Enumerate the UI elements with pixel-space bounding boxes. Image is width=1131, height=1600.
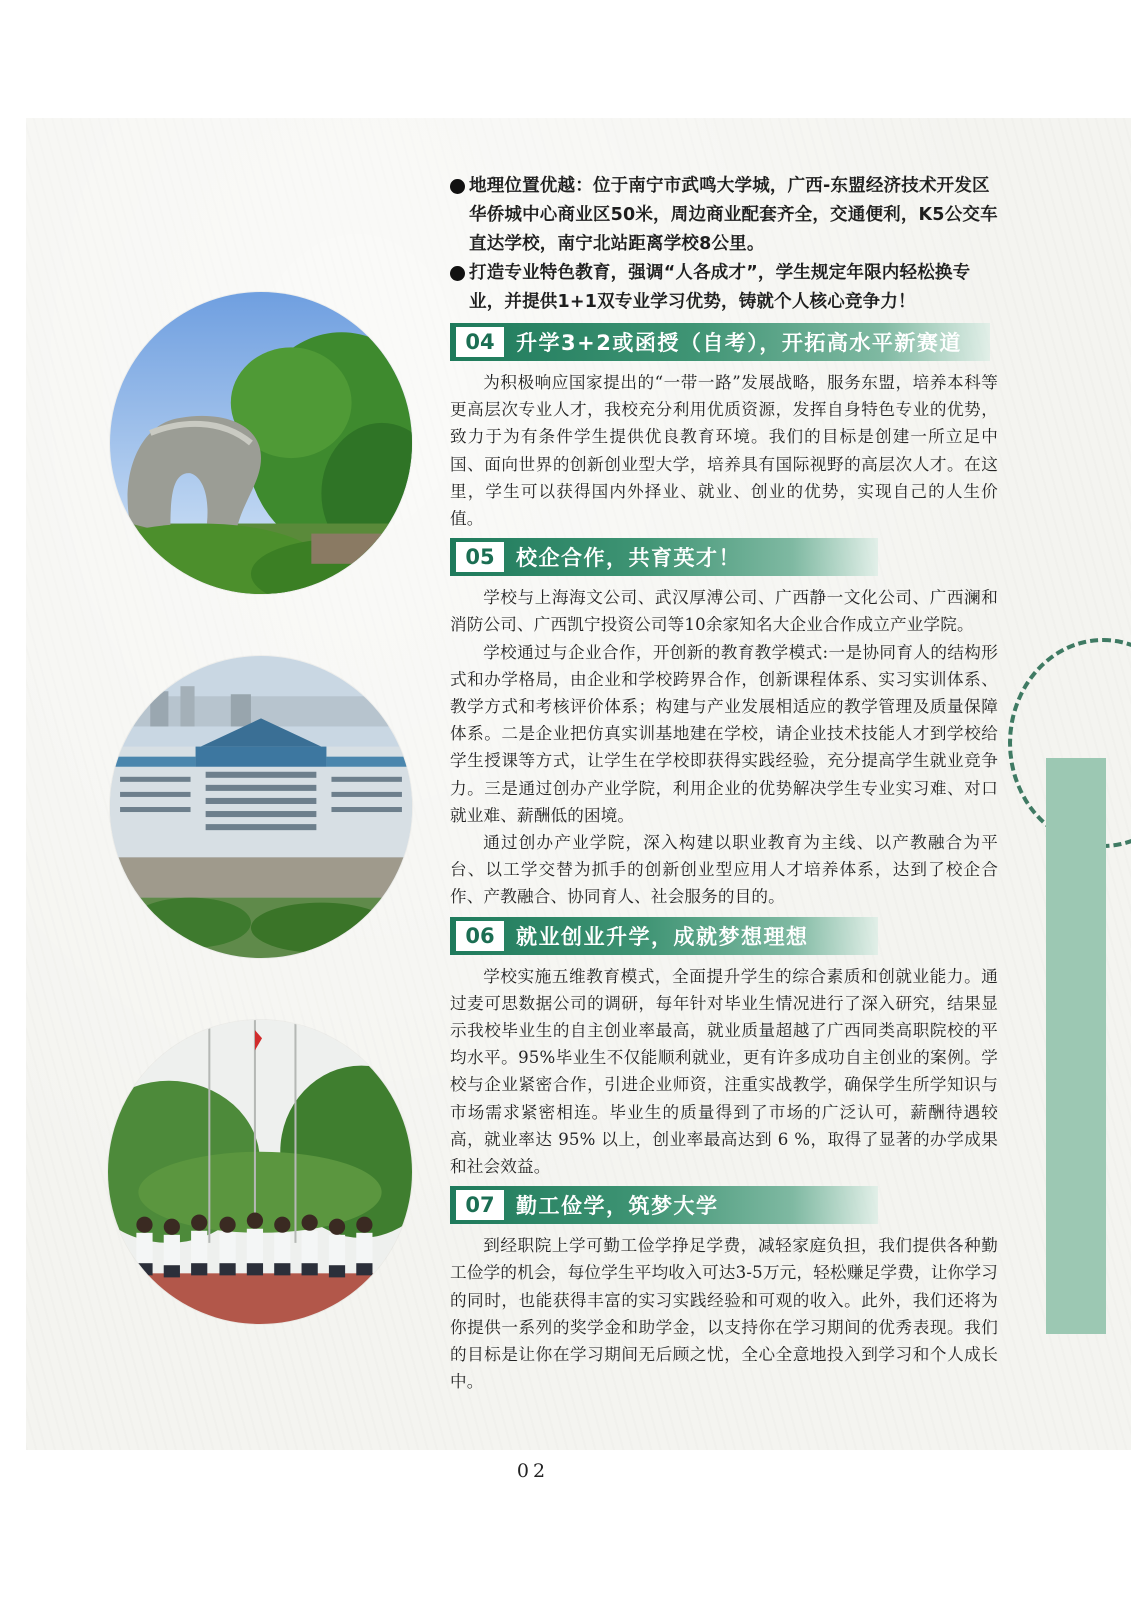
section-05-heading	[450, 538, 998, 576]
section-number: 06	[456, 921, 504, 951]
bullet-dot-icon	[450, 266, 465, 281]
section-title: 就业创业升学，成就梦想理想	[516, 924, 809, 949]
section-05-paragraph: 学校通过与企业合作，开创新的教育教学模式:一是协同育人的结构形式和办学格局，由企业和学校跨界合作，创新课程体系、实习实训体系、教学方式和考核评价体系；构建与产业发展相适应的教学管理及质量保障体系。二是企业把仿真实训基地建在学校，请企业技术技能人才到学校给学生授课等方式，让学生在学校即获得实践经验，充分提高学生就业竞争力。三是通过创办产业学院，利用企业的优势解决学生专业实习难、对口就业难、薪酬低的困境。	[450, 642, 998, 825]
bullet-location	[450, 172, 998, 259]
bullet-major-education	[450, 259, 998, 317]
section-06-paragraph: 学校实施五维教育模式，全面提升学生的综合素质和创就业能力。通过麦可思数据公司的调研，每年针对毕业生情况进行了深入研究，结果显示我校毕业生的自主创业率最高，就业质量超越了广西同类高职院校的平均水平。95%毕业生不仅能顺利就业，更有许多成功自主创业的案例。学校与企业紧密合作，引进企业师资，注重实战教学，确保学生所学知识与市场需求紧密相连。毕业生的质量得到了市场的广泛认可，薪酬待遇较高，就业率达 95% 以上，创业率最高达到 6 %，取得了显著的办学成果和社会效益。	[450, 966, 998, 1177]
section-05-paragraph: 学校与上海海文公司、武汉厚溥公司、广西静一文化公司、广西澜和消防公司、广西凯宁投资公司等10余家知名大企业合作成立产业学院。	[450, 588, 998, 635]
students-flagpole-photo	[108, 1020, 412, 1324]
section-07-heading	[450, 1186, 998, 1224]
section-number: 07	[456, 1190, 504, 1220]
section-title: 勤工俭学，筑梦大学	[516, 1194, 719, 1219]
bullet-dot-icon	[450, 179, 465, 194]
section-06-heading	[450, 917, 998, 955]
section-04-paragraph: 为积极响应国家提出的“一带一路”发展战略，服务东盟，培养本科等更高层次专业人才，我校充分利用优质资源，发挥自身特色专业的优势，致力于为有条件学生提供优良教育环境。我们的目标是创建一所立足中国、面向世界的创新创业型大学，培养具有国际视野的高层次人才。在这里，学生可以获得国内外择业、就业、创业的优势，实现自己的人生价值。	[450, 373, 998, 529]
section-number: 04	[456, 327, 504, 357]
section-07-paragraph: 到经职院上学可勤工俭学挣足学费，减轻家庭负担，我们提供各种勤工俭学的机会，每位学生平均收入可达3-5万元，轻松赚足学费，让你学习的同时，也能获得丰富的实习实践经验和可观的收入。此外，我们还将为你提供一系列的奖学金和助学金，以支持你在学习期间的优秀表现。我们的目标是让你在学习期间无后顾之忧，全心全意地投入到学习和个人成长中。	[450, 1236, 998, 1392]
section-04-heading	[450, 323, 998, 361]
section-number: 05	[456, 542, 504, 572]
green-side-strip	[1046, 758, 1106, 1334]
campus-rock-garden-photo	[110, 292, 412, 594]
section-05-paragraph: 通过创办产业学院，深入构建以职业教育为主线、以产教融合为平台、以工学交替为抓手的创新创业型应用人才培养体系，达到了校企合作、产教融合、协同育人、社会服务的目的。	[450, 833, 998, 907]
campus-main-building-photo	[110, 656, 412, 958]
bullet-text: 打造专业特色教育，强调“人各成才”，学生规定年限内轻松换专业，并提供1+1双专业学习优势，铸就个人核心竞争力！	[469, 263, 971, 312]
main-text-column	[450, 172, 998, 1396]
bullet-text: 地理位置优越：位于南宁市武鸣大学城，广西-东盟经济技术开发区华侨城中心商业区50米，周边商业配套齐全，交通便利，K5公交车直达学校，南宁北站距离学校8公里。	[469, 176, 998, 254]
section-title: 校企合作，共育英才！	[516, 546, 741, 571]
page-number: 02	[516, 1460, 550, 1482]
section-title: 升学3+2或函授（自考），开拓高水平新赛道	[516, 331, 962, 355]
